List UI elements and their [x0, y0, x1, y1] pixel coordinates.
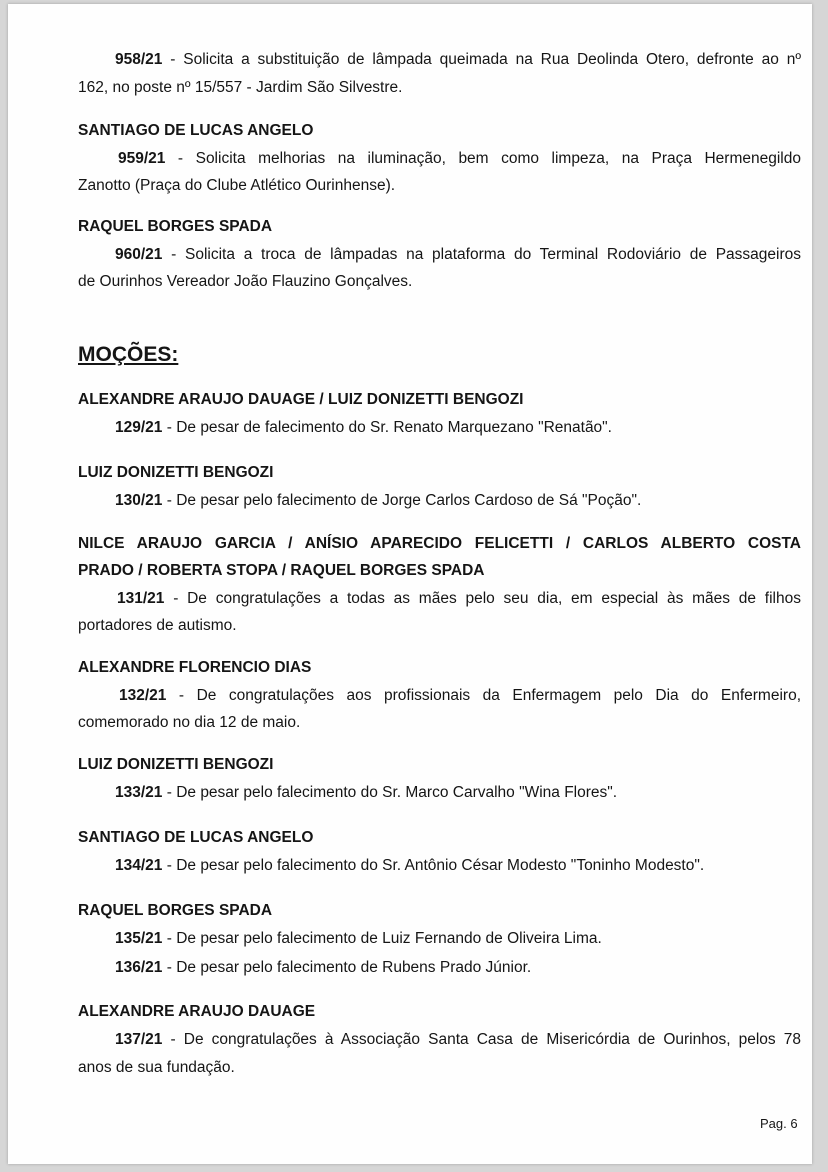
author-heading-continued: PRADO / ROBERTA STOPA / RAQUEL BORGES SPADA: [78, 562, 485, 579]
indicacao-number: 958/21: [115, 51, 163, 68]
indicacao-959-line2: Zanotto (Praça do Clube Atlético Ourinhense).: [78, 177, 396, 194]
mocao-text: - De congratulações a todas as mães pelo seu dia, em especial às mães de filhos: [164, 590, 801, 607]
author-heading: SANTIAGO DE LUCAS ANGELO: [78, 829, 314, 846]
mocao-number: 136/21: [115, 959, 163, 976]
mocao-text: - De pesar pelo falecimento de Jorge Carlos Cardoso de Sá "Poção".: [162, 492, 642, 509]
author-heading: SANTIAGO DE LUCAS ANGELO: [78, 122, 314, 139]
indicacao-text: - Solicita a troca de lâmpadas na plataforma do Terminal Rodoviário de Passageiros: [162, 246, 801, 263]
document-page: [8, 4, 812, 1164]
mocao-133: [78, 783, 828, 803]
mocao-132-line1: [78, 686, 801, 706]
mocao-129: [78, 418, 828, 438]
mocao-number: 133/21: [115, 784, 163, 801]
author-heading: RAQUEL BORGES SPADA: [78, 902, 273, 919]
mocao-131-line1: [78, 589, 801, 609]
mocao-130: [78, 491, 828, 511]
indicacao-number: 960/21: [115, 246, 163, 263]
indicacao-text: - Solicita a substituição de lâmpada queimada na Rua Deolinda Otero, defronte ao nº: [162, 51, 801, 68]
indicacao-958-line2: 162, no poste nº 15/557 - Jardim São Silvestre.: [78, 79, 403, 96]
mocao-text: - De pesar pelo falecimento do Sr. Antônio César Modesto "Toninho Modesto".: [162, 857, 705, 874]
page-number: Pag. 6: [760, 1116, 798, 1131]
author-heading: ALEXANDRE ARAUJO DAUAGE: [78, 1003, 316, 1020]
mocao-number: 135/21: [115, 930, 163, 947]
mocao-135: [78, 929, 828, 949]
mocao-131-line2: portadores de autismo.: [78, 617, 237, 634]
mocao-136: [78, 958, 828, 978]
indicacao-960-line1: [78, 245, 801, 265]
mocao-text: - De congratulações à Associação Santa Casa de Misericórdia de Ourinhos, pelos 78: [162, 1031, 801, 1048]
mocao-number: 131/21: [117, 590, 165, 607]
indicacao-960-line2: de Ourinhos Vereador João Flauzino Gonçalves.: [78, 273, 413, 290]
author-heading: ALEXANDRE FLORENCIO DIAS: [78, 659, 312, 676]
mocao-text: - De pesar pelo falecimento de Luiz Fernando de Oliveira Lima.: [162, 930, 602, 947]
mocao-132-line2: comemorado no dia 12 de maio.: [78, 714, 301, 731]
indicacao-959-line1: [78, 149, 801, 169]
author-heading: RAQUEL BORGES SPADA: [78, 218, 273, 235]
mocao-137-line1: [78, 1030, 801, 1050]
author-heading: ALEXANDRE ARAUJO DAUAGE / LUIZ DONIZETTI BENGOZI: [78, 391, 524, 408]
mocao-number: 134/21: [115, 857, 163, 874]
indicacao-number: 959/21: [118, 150, 166, 167]
mocao-text: - De pesar pelo falecimento do Sr. Marco Carvalho "Wina Flores".: [162, 784, 618, 801]
indicacao-958-line1: [78, 50, 801, 70]
mocao-text: - De congratulações aos profissionais da Enfermagem pelo Dia do Enfermeiro,: [166, 687, 801, 704]
mocao-number: 137/21: [115, 1031, 163, 1048]
mocao-number: 132/21: [119, 687, 167, 704]
author-heading: NILCE ARAUJO GARCIA / ANÍSIO APARECIDO FELICETTI / CARLOS ALBERTO COSTA: [78, 535, 801, 552]
mocao-number: 129/21: [115, 419, 163, 436]
mocao-number: 130/21: [115, 492, 163, 509]
mocao-text: - De pesar pelo falecimento de Rubens Prado Júnior.: [162, 959, 532, 976]
mocao-134: [78, 856, 828, 876]
author-heading: LUIZ DONIZETTI BENGOZI: [78, 756, 274, 773]
indicacao-text: - Solicita melhorias na iluminação, bem como limpeza, na Praça Hermenegildo: [165, 150, 801, 167]
section-title: MOÇÕES:: [78, 343, 179, 366]
mocao-text: - De pesar de falecimento do Sr. Renato Marquezano "Renatão".: [162, 419, 612, 436]
mocao-137-line2: anos de sua fundação.: [78, 1059, 235, 1076]
author-heading: LUIZ DONIZETTI BENGOZI: [78, 464, 274, 481]
